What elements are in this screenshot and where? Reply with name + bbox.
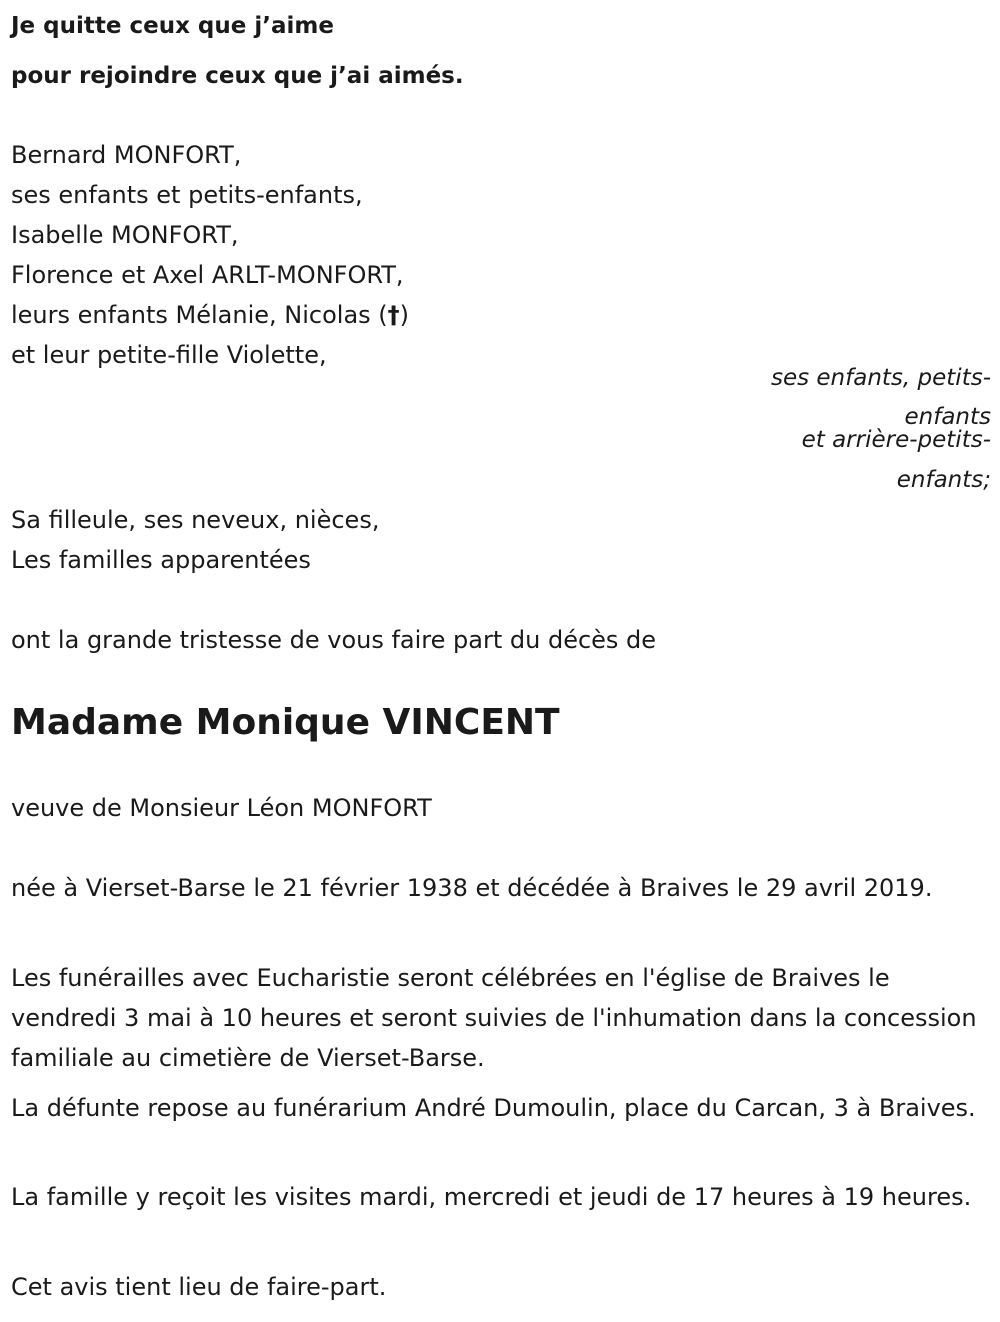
family-line: Bernard MONFORT, <box>11 141 242 169</box>
descendants-line: et arrière-petits- <box>801 427 991 453</box>
descendants-line: enfants <box>904 404 991 430</box>
family-line-with-cross <box>11 295 409 335</box>
family-line: et leur petite-fille Violette, <box>11 341 327 369</box>
relatives-line: Sa filleule, ses neveux, nièces, <box>11 506 380 534</box>
closing-paragraph: Cet avis tient lieu de faire-part. <box>11 1273 387 1301</box>
descendants-block <box>731 358 991 500</box>
repose-paragraph: La défunte repose au funérarium André Dumoulin, place du Carcan, 3 à Braives. <box>11 1094 976 1122</box>
quote-line-1: Je quitte ceux que j’aime <box>11 13 334 39</box>
quote-line-2: pour rejoindre ceux que j’ai aimés. <box>11 63 464 89</box>
family-line-text: leurs enfants Mélanie, Nicolas ( <box>11 301 388 329</box>
visits-paragraph: La famille y reçoit les visites mardi, mercredi et jeudi de 17 heures à 19 heures. <box>11 1183 972 1211</box>
family-line: Isabelle MONFORT, <box>11 221 239 249</box>
announcement: ont la grande tristesse de vous faire part du décès de <box>11 626 657 654</box>
funeral-paragraph: Les funérailles avec Eucharistie seront célébrées en l'église de Braives le vendredi 3 mai à 10 heures et seront suivies de l'inhumation dans la concession familiale au cimetière de Vierset-Barse. <box>11 964 977 1072</box>
descendants-line: ses enfants, petits- <box>770 365 991 391</box>
descendants-line: enfants; <box>896 467 991 493</box>
family-line: ses enfants et petits-enfants, <box>11 181 363 209</box>
family-line: Florence et Axel ARLT-MONFORT, <box>11 261 404 289</box>
cross-icon: † <box>387 301 400 329</box>
widow-of: veuve de Monsieur Léon MONFORT <box>11 794 432 822</box>
birth-death-paragraph: née à Vierset-Barse le 21 février 1938 et décédée à Braives le 29 avril 2019. <box>11 874 933 902</box>
relatives-line: Les familles apparentées <box>11 546 311 574</box>
deceased-name: Madame Monique VINCENT <box>11 702 560 743</box>
family-line-close: ) <box>399 301 410 329</box>
